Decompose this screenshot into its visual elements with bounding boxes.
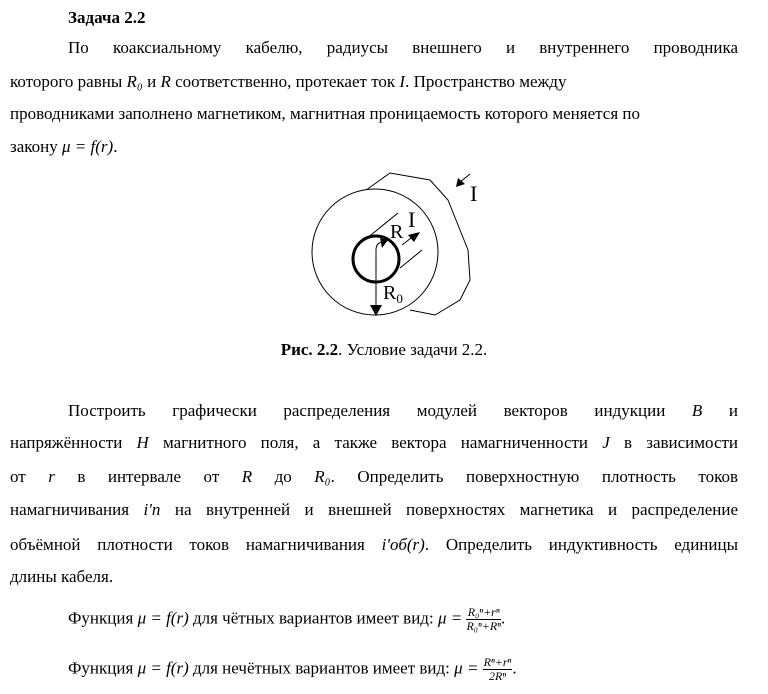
math: μ = f(r): [62, 137, 114, 156]
text-line: проводниками заполнено магнетиком, магнитная проницаемость которого меняется по: [10, 104, 640, 123]
text: соответственно, протекает ток: [170, 72, 400, 91]
text: магнитного поля, а также вектора намагниченности: [163, 433, 603, 452]
denominator: R₀ⁿ+Rⁿ: [466, 619, 501, 633]
text: на внутренней и внешней поверхностях магнетика и распределение: [174, 500, 739, 519]
label-current-outer: I: [470, 181, 478, 206]
math: μ =: [437, 608, 463, 628]
text-line: [10, 433, 738, 453]
text: в интервале от: [77, 467, 242, 486]
math: R₀: [126, 72, 143, 91]
text-line: [10, 500, 738, 520]
math: I: [399, 72, 406, 91]
text-line: [10, 72, 738, 92]
label-radius-inner: R: [390, 221, 404, 243]
text-line: [10, 535, 738, 555]
formula-odd: Функция μ = f(r) для нечётных вариантов имеет вид: μ = $\frac{\text{Rⁿ+rⁿ}}{\text{2Rⁿ}}$ .: [68, 655, 517, 683]
fraction: [483, 656, 513, 683]
math: R: [160, 72, 171, 91]
text: которого равны: [10, 72, 127, 91]
math: i′п: [143, 500, 161, 519]
math: μ = f(r): [137, 658, 189, 678]
label-current-inner: I: [408, 207, 416, 232]
problem-title: Задача 2.2: [68, 8, 146, 27]
numerator: Rⁿ+rⁿ: [483, 655, 512, 669]
math: i′об(r): [381, 535, 425, 554]
label-sub: 0: [396, 291, 403, 306]
math: R₀: [314, 467, 331, 486]
denominator: 2Rⁿ: [488, 669, 507, 683]
numerator: R₀ⁿ+rⁿ: [467, 605, 500, 619]
figure-caption: [0, 340, 768, 360]
caption-label: Рис. 2.2: [280, 340, 339, 359]
label-R: R: [383, 282, 397, 304]
text-line: длины кабеля.: [10, 567, 114, 586]
formula-even: Функция μ = f(r) для чётных вариантов имеет вид: μ = $\frac{\text{R₀ⁿ+rⁿ}}{\text{R₀ⁿ+Rⁿ}}$ .: [68, 605, 506, 633]
text: Функция: [68, 608, 138, 628]
text: намагничивания: [10, 500, 144, 519]
text: . Определить поверхностную плотность токов: [330, 467, 739, 486]
math: R: [241, 467, 253, 486]
text-line: [68, 401, 738, 421]
text: и: [142, 72, 161, 91]
fraction: [466, 606, 501, 633]
text: до: [274, 467, 315, 486]
text: и: [728, 401, 738, 420]
caption-text: . Условие задачи 2.2.: [338, 340, 488, 359]
coaxial-cable-figure: [290, 160, 510, 330]
math: H: [136, 433, 149, 452]
text-line: По коаксиальному кабелю, радиусы внешнего и внутреннего проводника: [68, 38, 738, 57]
current-arrow: [460, 174, 470, 182]
text: Функция: [68, 658, 138, 678]
text-line: [10, 137, 738, 157]
text: от: [10, 467, 49, 486]
math: B: [691, 401, 703, 420]
text: . Пространство между: [405, 72, 567, 91]
text: .: [113, 137, 118, 156]
math: μ =: [454, 658, 479, 678]
text: напряжённости: [10, 433, 137, 452]
text: Построить графически распределения модулей векторов индукции: [68, 401, 692, 420]
math: μ = f(r): [137, 608, 189, 628]
text-line: [10, 467, 738, 487]
text: для чётных вариантов имеет вид:: [188, 608, 438, 628]
math: J: [602, 433, 610, 452]
math: r: [48, 467, 55, 486]
text: . Определить индуктивность единицы: [424, 535, 739, 554]
text: закону: [10, 137, 63, 156]
text: для нечётных вариантов имеет вид:: [188, 658, 455, 678]
text: объёмной плотности токов намагничивания: [10, 535, 382, 554]
text: в зависимости: [624, 433, 739, 452]
